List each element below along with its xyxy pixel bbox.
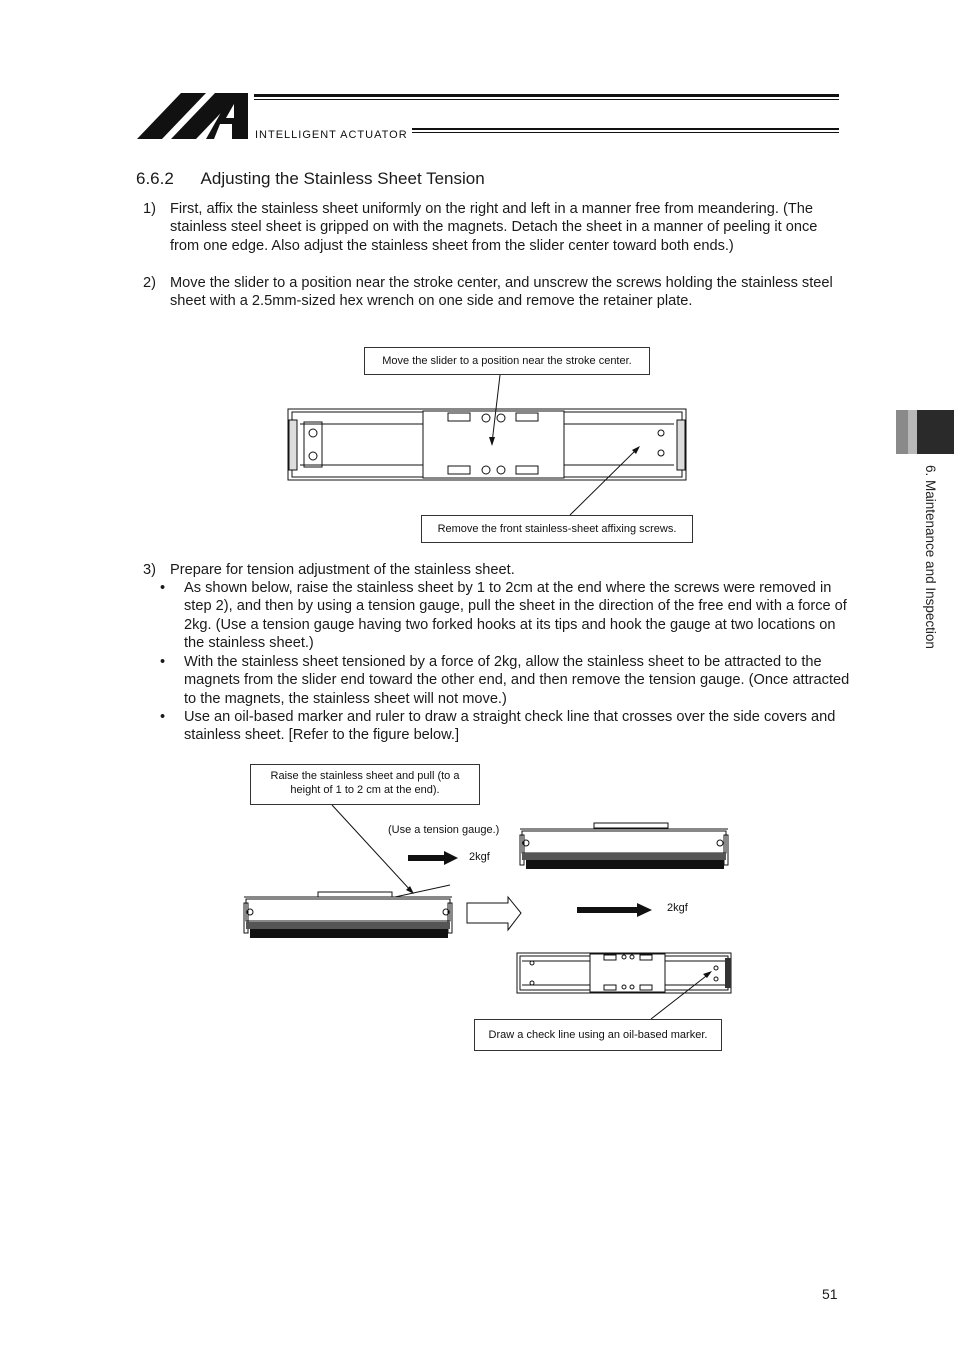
step-text: First, affix the stainless sheet uniformly on the right and left in a manner free from meandering. (The stainless steel sheet is gripped on with the magnets. Detach the sheet in a manner of peeling it once from one edge. Also adjust the stainless sheet from the slider center toward both ends.) — [170, 201, 818, 254]
callout-check-line: Draw a check line using an oil-based marker. — [474, 1019, 722, 1051]
force-label-1: 2kgf — [469, 851, 490, 863]
callout-raise-sheet: Raise the stainless sheet and pull (to a height of 1 to 2 cm at the end). — [250, 764, 480, 805]
step-text: Move the slider to a position near the stroke center, and unscrew the screws holding the stainless steel sheet with a 2.5mm-sized hex wrench on one side and remove the retainer plate. — [170, 275, 833, 310]
bullet-symbol: • — [160, 709, 166, 725]
logo-text: INTELLIGENT ACTUATOR — [255, 129, 408, 141]
bullet-text: Use an oil-based marker and ruler to draw a straight check line that crosses over the side covers and stainless sheet. [Refer to the figure below.] — [184, 709, 836, 744]
step-number: 2) — [143, 275, 156, 291]
bullet-symbol: • — [160, 654, 166, 670]
step-number: 1) — [143, 201, 156, 217]
page-number: 51 — [822, 1286, 838, 1302]
callout-move-slider: Move the slider to a position near the stroke center. — [364, 347, 650, 375]
step-text: Prepare for tension adjustment of the stainless sheet. — [170, 562, 515, 578]
section-number: 6.6.2 — [136, 169, 174, 188]
step-number: 3) — [143, 562, 156, 578]
chapter-tab — [896, 410, 954, 454]
gauge-note: (Use a tension gauge.) — [388, 824, 500, 836]
chapter-tab-stripe-1 — [896, 410, 908, 454]
callout-remove-screws: Remove the front stainless-sheet affixing screws. — [421, 515, 693, 543]
bullet-text: As shown below, raise the stainless sheet by 1 to 2cm at the end where the screws were removed in step 2), and then by using a tension gauge, pull the sheet in the direction of the free end with a force of 2kg. (Use a tension gauge having two forked hooks at its tips and hook the gauge at two locations on the stainless sheet.) — [184, 580, 847, 652]
chapter-tab-stripe-2 — [908, 410, 917, 454]
chapter-tab-block — [917, 410, 954, 454]
bullet-text: With the stainless sheet tensioned by a force of 2kg, allow the stainless sheet to be attracted to the magnets from the slider end toward the other end, and then remove the tension gauge. (Once attracted to the magnets, the stainless sheet will not move.) — [184, 654, 850, 707]
bullet-symbol: • — [160, 580, 166, 596]
chapter-label: 6. Maintenance and Inspection — [923, 465, 938, 649]
force-label-2: 2kgf — [667, 902, 688, 914]
section-title: Adjusting the Stainless Sheet Tension — [200, 169, 485, 188]
